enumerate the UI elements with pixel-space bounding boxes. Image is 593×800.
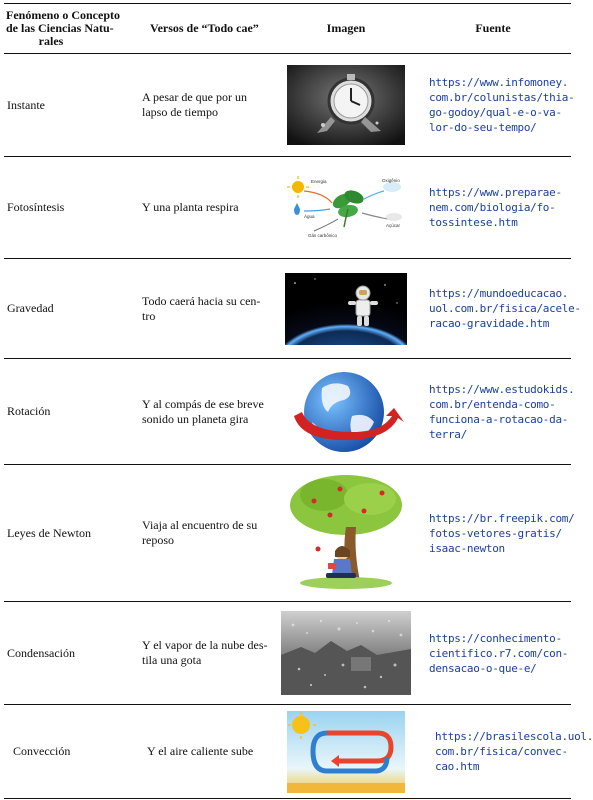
verse-line: sonido un planeta gira	[142, 411, 249, 426]
image-cell	[277, 705, 415, 799]
source-cell	[415, 259, 581, 359]
source-cell	[415, 602, 571, 705]
stopwatch-photo-icon	[287, 65, 405, 145]
phenomenon-cell: Rotación	[4, 359, 136, 465]
source-cell	[415, 157, 571, 259]
phenomenon-cell: Fotosíntesis	[4, 157, 136, 259]
source-cell	[415, 54, 575, 157]
header-row	[4, 4, 571, 54]
verse-line: Todo caerá hacia su cen-	[142, 293, 261, 308]
image-cell	[277, 465, 415, 602]
convection-diagram-icon	[287, 711, 405, 793]
source-link-line[interactable]: https://www.preparae-	[429, 186, 562, 199]
source-link-line[interactable]: racao-gravidade.htm	[429, 317, 550, 330]
verse-line: reposo	[142, 533, 174, 547]
source-link-line[interactable]: com.br/fisica/convec-	[435, 745, 568, 758]
source-link-line[interactable]: cientifico.r7.com/con-	[429, 646, 569, 660]
verse-line: Viaja al encuentro de su	[142, 518, 258, 532]
image-cell	[277, 259, 415, 359]
source-link-line[interactable]: fotos-vetores-gratis/	[429, 526, 562, 540]
header-phenomenon-line: Fenómeno o Concepto	[6, 8, 120, 22]
table-row	[4, 259, 571, 359]
verse-line: tila una gota	[142, 653, 202, 667]
header-verses: Versos de “Todo cae”	[136, 4, 277, 54]
diagram-label: Gás carbônico	[308, 232, 338, 238]
table-row	[4, 465, 571, 602]
source-cell	[415, 705, 593, 799]
source-link-line[interactable]: uol.com.br/fisica/acele-	[429, 302, 581, 315]
rotating-globe-icon	[282, 366, 410, 458]
source-link-line[interactable]: https://br.freepik.com/	[429, 511, 575, 525]
source-link-line[interactable]: https://www.estudokids.	[429, 382, 575, 396]
source-link-line[interactable]: com.br/colunistas/thia-	[429, 91, 575, 104]
source-link-line[interactable]: densacao-o-que-e/	[429, 661, 537, 675]
phenomenon-cell: Gravedad	[4, 259, 136, 359]
table-row	[4, 54, 571, 157]
image-cell	[277, 157, 415, 259]
source-link-line[interactable]: tossintese.htm	[429, 216, 518, 229]
verse-line: Y al compás de ese breve	[142, 396, 264, 411]
source-cell	[415, 359, 575, 465]
verse-line: Y el vapor de la nube des-	[142, 638, 268, 652]
verse-line: Y el aire caliente sube	[147, 744, 254, 758]
table-row	[4, 705, 571, 799]
phenomenon-cell: Convección	[4, 705, 136, 799]
header-image: Imagen	[277, 4, 415, 54]
verse-line: Y una planta respira	[142, 200, 239, 214]
rainy-window-photo-icon	[281, 611, 411, 695]
phenomenon-cell: Condensación	[4, 602, 136, 705]
verse-cell	[136, 54, 277, 157]
source-link-line[interactable]: go-godoy/qual-e-o-va-	[429, 106, 562, 119]
concepts-table	[4, 3, 593, 799]
source-link-line[interactable]: com.br/entenda-como-	[429, 397, 556, 411]
source-link-line[interactable]: https://www.infomoney.	[429, 76, 569, 89]
table-row	[4, 602, 571, 705]
image-cell	[277, 602, 415, 705]
header-phenomenon-line: de las Ciencias Natu-	[6, 21, 114, 35]
phenomenon-cell: Instante	[4, 54, 136, 157]
verse-cell	[136, 602, 277, 705]
verse-cell	[136, 465, 277, 602]
verse-cell	[136, 157, 277, 259]
verse-line: lapso de tiempo	[142, 105, 218, 119]
image-cell	[277, 54, 415, 157]
table-row	[4, 359, 571, 465]
source-link-line[interactable]: funciona-a-rotacao-da-	[429, 412, 569, 426]
source-link-line[interactable]: https://brasilescola.uol.	[435, 730, 593, 743]
diagram-label: Água	[304, 213, 315, 219]
header-phenomenon-line: rales	[38, 34, 64, 48]
source-link-line[interactable]: https://mundoeducacao.	[429, 287, 569, 300]
verse-cell	[136, 259, 277, 359]
source-link-line[interactable]: nem.com/biologia/fo-	[429, 201, 556, 214]
diagram-label: Energia	[311, 178, 327, 184]
source-link-line[interactable]: lor-do-seu-tempo/	[429, 121, 537, 134]
source-link-line[interactable]: https://conhecimento-	[429, 631, 562, 645]
verse-line: tro	[142, 308, 156, 323]
astronaut-earth-photo-icon	[285, 273, 407, 345]
header-source: Fuente	[415, 4, 571, 54]
verse-line: A pesar de que por un	[142, 90, 247, 104]
source-cell	[415, 465, 575, 602]
source-link-line[interactable]: isaac-newton	[429, 541, 505, 555]
table-row	[4, 157, 571, 259]
phenomenon-cell: Leyes de Newton	[4, 465, 136, 602]
source-link-line[interactable]: terra/	[429, 427, 467, 441]
header-phenomenon	[4, 4, 136, 54]
source-link-line[interactable]: cao.htm	[435, 760, 480, 773]
diagram-label: Oxigênio	[382, 177, 400, 183]
image-cell	[277, 359, 415, 465]
diagram-label: Açúcar	[386, 222, 401, 228]
photosynthesis-diagram-icon	[284, 173, 408, 243]
newton-apple-tree-icon	[284, 471, 408, 595]
verse-cell	[136, 359, 277, 465]
verse-cell	[136, 705, 277, 799]
